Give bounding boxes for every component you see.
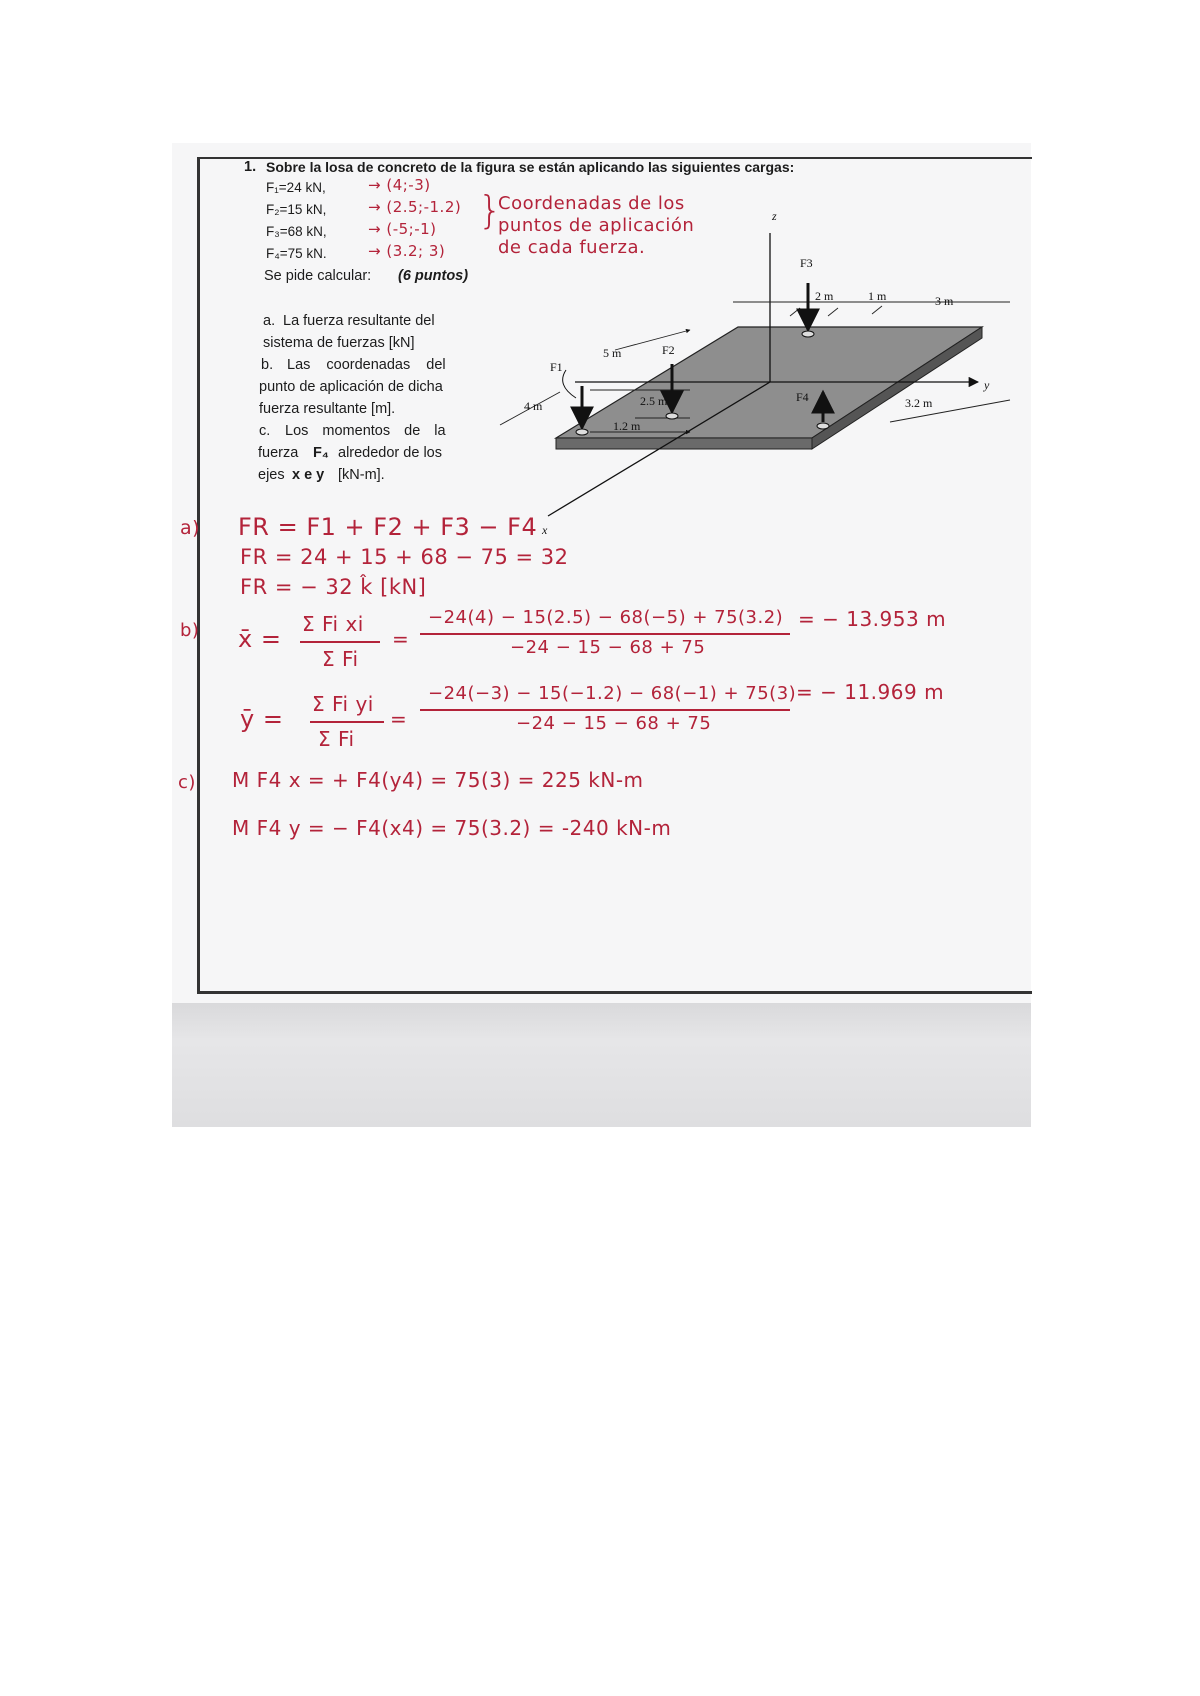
dim-5m: 5 m bbox=[603, 346, 622, 360]
item-b-line3: fuerza resultante [m]. bbox=[259, 401, 396, 417]
points-label: (6 puntos) bbox=[398, 268, 469, 284]
hw-note-line3: de cada fuerza. bbox=[498, 237, 646, 258]
hw-ybar-num: −24(−3) − 15(−1.2) − 68(−1) + 75(3) bbox=[428, 683, 797, 704]
hw-ybar-eq: = bbox=[390, 707, 408, 731]
hw-part-a-line3: FR = − 32 k̂ [kN] bbox=[240, 575, 427, 599]
hw-xbar-frac-den: Σ Fi bbox=[322, 647, 359, 671]
hw-ybar-bar bbox=[420, 709, 790, 711]
hw-xbar-result: = − 13.953 m bbox=[798, 607, 947, 631]
hw-note-line1: Coordenadas de los bbox=[498, 193, 685, 214]
item-c-line3b: [kN-m]. bbox=[338, 467, 385, 483]
item-c-line1: Los momentos de la bbox=[285, 423, 446, 439]
hw-ybar-frac-bar bbox=[310, 721, 384, 723]
dim-1-2m: 1.2 m bbox=[613, 419, 641, 433]
dim-3-2m: 3.2 m bbox=[905, 396, 933, 410]
hw-ybar-frac-num: Σ Fi yi bbox=[312, 692, 374, 716]
y-axis-label: y bbox=[984, 378, 990, 392]
hw-xbar-frac-bar bbox=[300, 641, 380, 643]
hw-coord-f4: → (3.2; 3) bbox=[368, 242, 446, 260]
hw-ybar-result: = − 11.969 m bbox=[796, 680, 945, 704]
item-a-line2: sistema de fuerzas [kN] bbox=[263, 335, 415, 351]
x-axis-label: x bbox=[542, 523, 548, 537]
hw-xbar-frac-num: Σ Fi xi bbox=[302, 612, 364, 636]
f4-label: F4 bbox=[796, 390, 809, 404]
hw-coord-f2: → (2.5;-1.2) bbox=[368, 198, 462, 216]
item-c-line3a: ejes bbox=[258, 467, 285, 483]
item-c-line2a: fuerza bbox=[258, 445, 299, 461]
hw-xbar-den: −24 − 15 − 68 + 75 bbox=[510, 637, 706, 658]
load-f1: F₁=24 kN, bbox=[266, 180, 326, 195]
hw-xbar-num: −24(4) − 15(2.5) − 68(−5) + 75(3.2) bbox=[428, 607, 784, 628]
f1-curve bbox=[563, 370, 576, 398]
f3-label: F3 bbox=[800, 256, 813, 270]
hw-brace: } bbox=[478, 188, 503, 232]
item-b-line1: Las coordenadas del bbox=[287, 357, 446, 373]
load-f2: F₂=15 kN, bbox=[266, 202, 327, 217]
load-f3: F₃=68 kN, bbox=[266, 224, 327, 239]
dim-3m: 3 m bbox=[935, 294, 954, 308]
hw-part-b-label: b) bbox=[180, 620, 200, 641]
f2-label: F2 bbox=[662, 343, 675, 357]
f4-point bbox=[817, 423, 829, 429]
f2-point bbox=[666, 413, 678, 419]
item-c-f4: F₄ bbox=[313, 445, 329, 461]
hw-part-c-label: c) bbox=[178, 772, 196, 793]
hw-xbar-lhs: x̄ = bbox=[238, 625, 282, 653]
item-c-axes: x e y bbox=[292, 467, 325, 483]
item-a-line1: La fuerza resultante del bbox=[283, 313, 435, 329]
dim-4m: 4 m bbox=[524, 399, 543, 413]
dim-1m: 1 m bbox=[868, 289, 887, 303]
dim-2m: 2 m bbox=[815, 289, 834, 303]
item-a-letter: a. bbox=[263, 313, 276, 329]
hw-part-a-line2: FR = 24 + 15 + 68 − 75 = 32 bbox=[240, 545, 569, 569]
hw-note-line2: puntos de aplicación bbox=[498, 215, 695, 236]
item-b-line2: punto de aplicación de dicha bbox=[259, 379, 443, 395]
item-c-line2b: alrededor de los bbox=[338, 445, 442, 461]
hw-ybar-den: −24 − 15 − 68 + 75 bbox=[516, 713, 712, 734]
item-c-letter: c. bbox=[259, 423, 271, 439]
ask-label: Se pide calcular: bbox=[264, 268, 372, 284]
problem-number: 1. bbox=[244, 159, 257, 175]
hw-coord-f3: → (-5;-1) bbox=[368, 220, 437, 238]
hw-ybar-lhs: ȳ = bbox=[240, 705, 284, 733]
problem-statement: Sobre la losa de concreto de la figura se están aplicando las siguientes cargas: bbox=[266, 159, 795, 175]
dim-2-5m: 2.5 m bbox=[640, 394, 668, 408]
hw-part-a-label: a) bbox=[180, 517, 201, 539]
hw-coord-f1: → (4;-3) bbox=[368, 176, 431, 194]
z-axis-label: z bbox=[772, 209, 777, 223]
item-b-letter: b. bbox=[261, 357, 274, 373]
hw-moment-x: M F4 x = + F4(y4) = 75(3) = 225 kN-m bbox=[232, 768, 644, 792]
hw-xbar-bar bbox=[420, 633, 790, 635]
f1-point bbox=[576, 429, 588, 435]
hw-ybar-frac-den: Σ Fi bbox=[318, 727, 355, 751]
f3-point bbox=[802, 331, 814, 337]
hw-part-a-line1: FR = F1 + F2 + F3 − F4 bbox=[238, 513, 538, 541]
hw-xbar-eq: = bbox=[392, 627, 410, 651]
hw-moment-y: M F4 y = − F4(x4) = 75(3.2) = -240 kN-m bbox=[232, 816, 672, 840]
f1-label: F1 bbox=[550, 360, 563, 374]
load-f4: F₄=75 kN. bbox=[266, 246, 327, 261]
